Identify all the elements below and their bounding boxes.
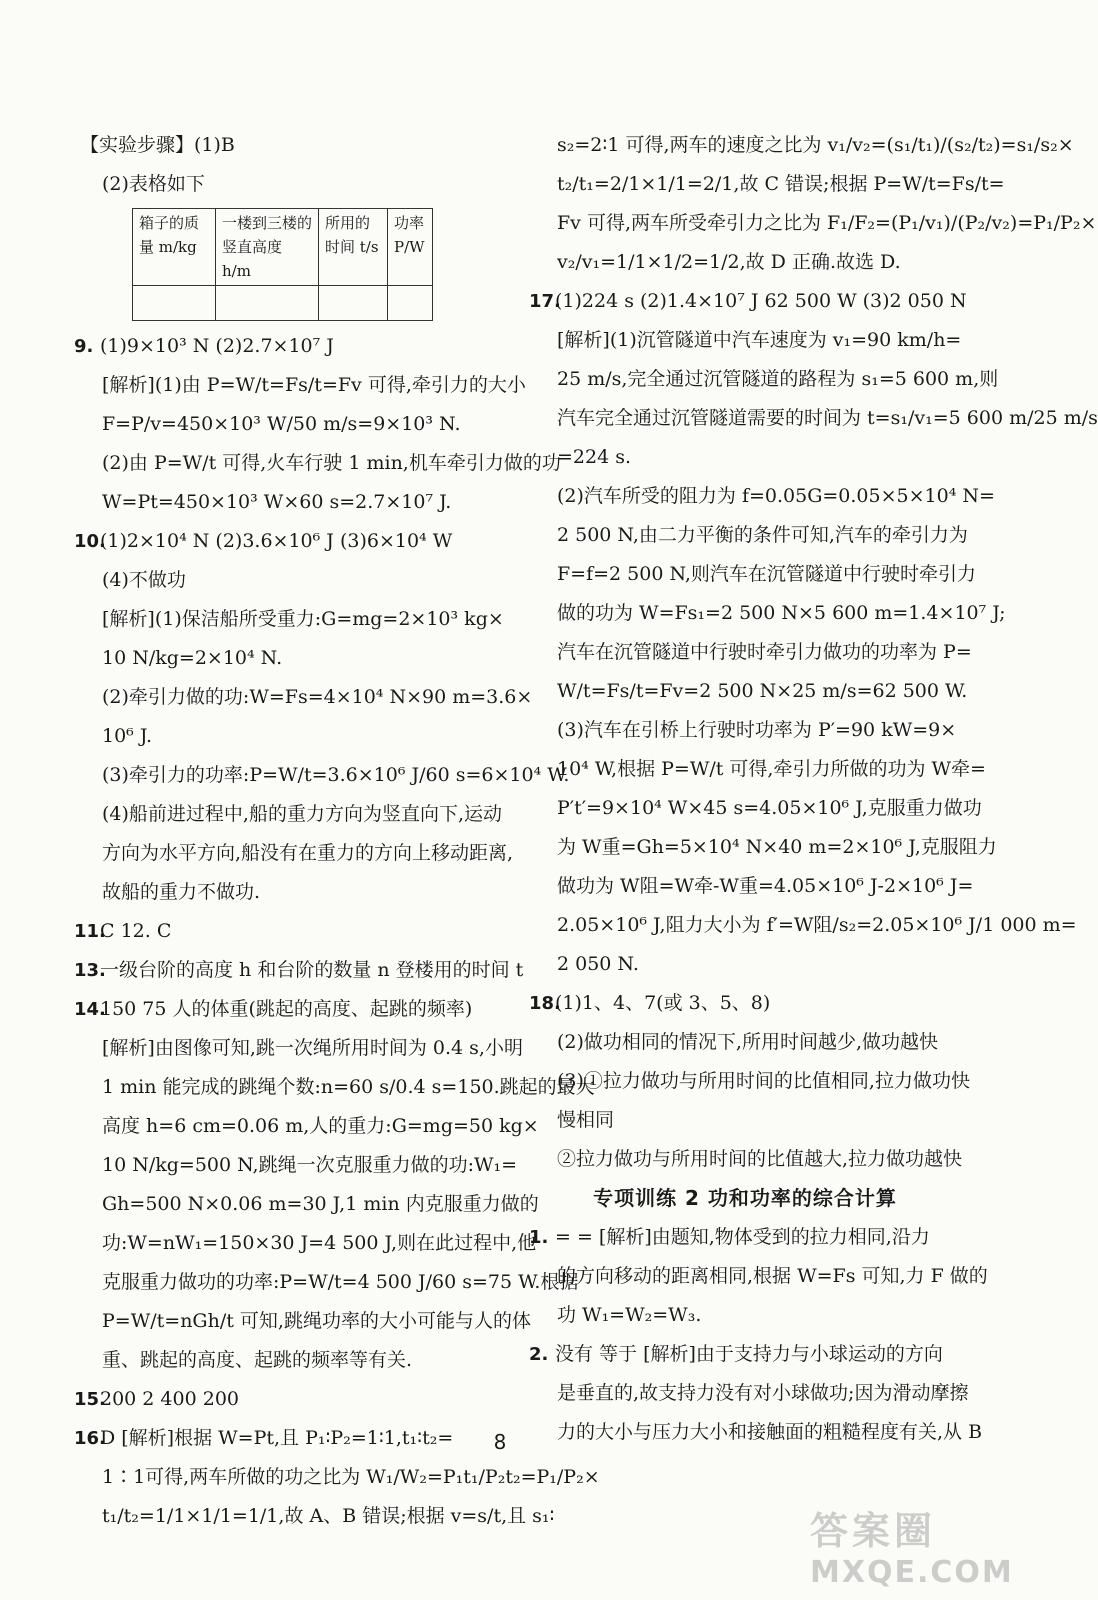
table-cell: [133, 286, 216, 321]
answer-text: ②拉力做功与所用时间的比值越大,拉力做功越快: [557, 1148, 963, 1170]
answer-line: [80, 639, 510, 678]
answer-text: (2)由 P=W/t 可得,火车行驶 1 min,机车牵引力做的功: [102, 452, 561, 474]
question-number: 11.: [74, 921, 106, 942]
answer-line: [535, 594, 1006, 633]
answer-text: 汽车在沉管隧道中行驶时牵引力做功的功率为 P=: [557, 641, 972, 663]
answer-line: [80, 483, 510, 522]
answer-text: 没有 等于 [解析]由于支持力与小球运动的方向: [555, 1343, 943, 1365]
answer-text: (1)9×10³ N (2)2.7×10⁷ J: [100, 335, 334, 357]
answer-line: [80, 1185, 539, 1224]
answer-line: [80, 1458, 600, 1497]
table-header-cell: 箱子的质量 m/kg: [133, 209, 216, 286]
answer-text: (1)2×10⁴ N (2)3.6×10⁶ J (3)6×10⁴ W: [100, 530, 453, 552]
data-table: [132, 208, 433, 321]
table-cell: [319, 286, 388, 321]
answer-text: v₂/v₁=1/1×1/2=1/2,故 D 正确.故选 D.: [557, 251, 901, 273]
right-answer-list: [529, 126, 1098, 1179]
table-cell: [216, 286, 319, 321]
answer-text: =224 s.: [557, 446, 632, 468]
answer-line: [535, 1023, 955, 1062]
answer-text: Gh=500 N×0.06 m=30 J,1 min 内克服重力做的: [102, 1193, 539, 1215]
answer-line: [80, 366, 526, 405]
answer-line: [529, 1218, 955, 1257]
right-column: [529, 126, 1098, 1452]
answer-line: [535, 867, 974, 906]
answer-text: 为 W重=Gh=5×10⁴ N×40 m=2×10⁶ J,克服阻力: [557, 836, 997, 858]
answer-line: [80, 1068, 595, 1107]
answer-text: 150 75 人的体重(跳起的高度、起跳的频率): [100, 998, 473, 1020]
answer-line: [80, 1224, 537, 1263]
answer-line: [535, 828, 997, 867]
question-number: 14.: [74, 999, 106, 1020]
answer-line: [74, 522, 510, 561]
table-header-cell: 一楼到三楼的竖直高度 h/m: [216, 209, 319, 286]
answer-text: 2 050 N.: [557, 953, 639, 975]
answer-line: [529, 1335, 955, 1374]
table-header-cell: 功率 P/W: [388, 209, 433, 286]
answer-text: [解析](1)保洁船所受重力:G=mg=2×10³ kg×: [102, 608, 504, 630]
answer-line: [80, 600, 510, 639]
answer-text: 1 min 能完成的跳绳个数:n=60 s/0.4 s=150.跳起的最大: [102, 1076, 595, 1098]
question-number: 13.: [74, 960, 106, 981]
answer-line: [535, 321, 962, 360]
watermark-url: MXQE.COM: [810, 1555, 1014, 1590]
answer-text: 力的大小与压力大小和接触面的粗糙程度有关,从 B: [557, 1421, 983, 1443]
answer-line: [74, 951, 524, 990]
answer-text: = = [解析]由题知,物体受到的拉力相同,沿力: [555, 1226, 930, 1248]
answer-line: [535, 750, 986, 789]
answer-line: [535, 438, 955, 477]
answer-text: 重、跳起的高度、起跳的频率等有关.: [102, 1349, 413, 1371]
table-header-row: [133, 209, 433, 286]
answer-text: Fv 可得,两车所受牵引力之比为 F₁/F₂=(P₁/v₁)/(P₂/v₂)=P₁/P₂×: [557, 212, 1097, 234]
answer-text: 10⁴ W,根据 P=W/t 可得,牵引力所做的功为 W牵=: [557, 758, 986, 780]
answer-line: [535, 1257, 988, 1296]
answer-text: (1)224 s (2)1.4×10⁷ J 62 500 W (3)2 050 N: [555, 290, 967, 312]
answer-text: 2 500 N,由二力平衡的条件可知,汽车的牵引力为: [557, 524, 968, 546]
answer-line: [80, 795, 510, 834]
question-number: 18.: [529, 993, 561, 1014]
answer-text: 2.05×10⁶ J,阻力大小为 f′=W阻/s₂=2.05×10⁶ J/1 000 m=: [557, 914, 1077, 936]
answer-line: [80, 405, 510, 444]
answer-line: [80, 1497, 555, 1536]
answer-text: 克服重力做功的功率:P=W/t=4 500 J/60 s=75 W.根据: [102, 1271, 579, 1293]
answer-text: (3)牵引力的功率:P=W/t=3.6×10⁶ J/60 s=6×10⁴ W.: [102, 764, 570, 786]
answer-text: P=W/t=nGh/t 可知,跳绳功率的大小可能与人的体: [102, 1310, 531, 1332]
answer-line: [535, 243, 955, 282]
page-number: 8: [493, 1430, 507, 1454]
answer-text: t₁/t₂=1/1×1/1=1/1,故 A、B 错误;根据 v=s/t,且 s₁∶: [102, 1505, 555, 1527]
answer-line: [535, 1374, 969, 1413]
answer-line: [535, 672, 968, 711]
watermark-logo-text: 答案圈: [810, 1509, 937, 1553]
answer-text: (2)牵引力做的功:W=Fs=4×10⁴ N×90 m=3.6×: [102, 686, 533, 708]
question-number: 2.: [529, 1344, 549, 1365]
question-number: 1.: [529, 1227, 549, 1248]
answer-text: 10⁶ J.: [102, 725, 153, 747]
answer-line: [80, 1146, 518, 1185]
question-number: 17.: [529, 291, 561, 312]
answer-line: [535, 1140, 963, 1179]
answer-text: F=f=2 500 N,则汽车在沉管隧道中行驶时牵引力: [557, 563, 976, 585]
answer-text: 200 2 400 200: [100, 1388, 240, 1410]
answer-text: 10 N/kg=2×10⁴ N.: [102, 647, 283, 669]
answer-line: [535, 789, 982, 828]
answer-line: [74, 327, 510, 366]
answer-text: F=P/v=450×10³ W/50 m/s=9×10³ N.: [102, 413, 461, 435]
answer-text: C 12. C: [100, 920, 172, 942]
experiment-steps-line: 【实验步骤】(1)B: [80, 134, 235, 156]
answer-text: (3)汽车在引桥上行驶时功率为 P′=90 kW=9×: [557, 719, 957, 741]
answer-text: t₂/t₁=2/1×1/1=2/1,故 C 错误;根据 P=W/t=Fs/t=: [557, 173, 1005, 195]
answer-text: 功:W=nW₁=150×30 J=4 500 J,则在此过程中,他: [102, 1232, 537, 1254]
answer-text: P′t′=9×10⁴ W×45 s=4.05×10⁶ J,克服重力做功: [557, 797, 982, 819]
answer-line: [80, 873, 510, 912]
answer-line: [80, 678, 533, 717]
answer-line: [535, 516, 968, 555]
answer-text: 方向为水平方向,船没有在重力的方向上移动距离,: [102, 842, 514, 864]
answer-text: 做功为 W阻=W牵-W重=4.05×10⁶ J-2×10⁶ J=: [557, 875, 974, 897]
answer-text: 慢相同: [557, 1109, 615, 1131]
table-cell: [388, 286, 433, 321]
answer-line: [535, 165, 1005, 204]
answer-line: [535, 1296, 955, 1335]
watermark-logo: [810, 1500, 1014, 1590]
answer-line: [535, 126, 1074, 165]
answer-line: [80, 1302, 531, 1341]
answer-line: [80, 1107, 539, 1146]
answer-text: s₂=2∶1 可得,两车的速度之比为 v₁/v₂=(s₁/t₁)/(s₂/t₂)=s₁/s₂×: [557, 134, 1074, 156]
answer-line: [74, 1380, 510, 1419]
table-intro-line: (2)表格如下: [102, 173, 205, 195]
answer-text: [解析]由图像可知,跳一次绳所用时间为 0.4 s,小明: [102, 1037, 523, 1059]
answer-line: [535, 945, 955, 984]
answer-text: (4)不做功: [102, 569, 186, 591]
answer-text: (2)汽车所受的阻力为 f=0.05G=0.05×5×10⁴ N=: [557, 485, 995, 507]
answer-line: [535, 204, 1097, 243]
answer-line: [535, 1101, 955, 1140]
answer-line: [80, 834, 514, 873]
answer-line: [535, 711, 955, 750]
answer-line: [535, 555, 976, 594]
question-number: 9.: [74, 336, 94, 357]
answer-text: 10 N/kg=500 N,跳绳一次克服重力做的功:W₁=: [102, 1154, 518, 1176]
answer-text: (1)1、4、7(或 3、5、8): [555, 992, 771, 1014]
answer-text: W/t=Fs/t=Fv=2 500 N×25 m/s=62 500 W.: [557, 680, 968, 702]
answer-line: [80, 1341, 510, 1380]
answer-line: [80, 1263, 579, 1302]
answer-line: [74, 990, 510, 1029]
answer-line: [80, 561, 510, 600]
answer-line: [535, 399, 1098, 438]
answer-text: (4)船前进过程中,船的重力方向为竖直向下,运动: [102, 803, 502, 825]
answer-text: 的方向移动的距离相同,根据 W=Fs 可知,力 F 做的: [557, 1265, 988, 1287]
answer-line: [74, 912, 510, 951]
answer-line: [80, 1029, 523, 1068]
answer-line: [535, 906, 1077, 945]
question-number: 16.: [74, 1428, 106, 1449]
answer-text: (2)做功相同的情况下,所用时间越少,做功越快: [557, 1031, 938, 1053]
answer-text: 汽车完全通过沉管隧道需要的时间为 t=s₁/v₁=5 600 m/25 m/s: [557, 407, 1098, 429]
section-title: 专项训练 2 功和功率的综合计算: [593, 1186, 897, 1210]
table-row: [133, 286, 433, 321]
answer-line: [80, 756, 570, 795]
answer-line: [529, 984, 955, 1023]
answer-line: [529, 282, 967, 321]
answer-text: [解析](1)沉管隧道中汽车速度为 v₁=90 km/h=: [557, 329, 962, 351]
answer-line: [80, 444, 561, 483]
question-number: 10.: [74, 531, 106, 552]
answer-line: [535, 360, 999, 399]
answer-text: D [解析]根据 W=Pt,且 P₁∶P₂=1∶1,t₁∶t₂=: [100, 1427, 454, 1449]
answer-text: 高度 h=6 cm=0.06 m,人的重力:G=mg=50 kg×: [102, 1115, 539, 1137]
answer-text: 25 m/s,完全通过沉管隧道的路程为 s₁=5 600 m,则: [557, 368, 999, 390]
answer-text: 一级台阶的高度 h 和台阶的数量 n 登楼用的时间 t: [100, 959, 524, 981]
answer-line: [80, 717, 510, 756]
table-header-cell: 所用的时间 t/s: [319, 209, 388, 286]
answer-text: 是垂直的,故支持力没有对小球做功;因为滑动摩擦: [557, 1382, 969, 1404]
answer-text: 故船的重力不做功.: [102, 881, 261, 903]
answer-text: W=Pt=450×10³ W×60 s=2.7×10⁷ J.: [102, 491, 452, 513]
answer-text: 功 W₁=W₂=W₃.: [557, 1304, 702, 1326]
answer-text: 做的功为 W=Fs₁=2 500 N×5 600 m=1.4×10⁷ J;: [557, 602, 1006, 624]
answer-line: [535, 477, 995, 516]
answer-text: [解析](1)由 P=W/t=Fs/t=Fv 可得,牵引力的大小: [102, 374, 526, 396]
answer-line: [535, 633, 972, 672]
section-answer-list: [529, 1218, 988, 1452]
answer-line: [535, 1062, 970, 1101]
answer-text: 1∶1可得,两车所做的功之比为 W₁/W₂=P₁t₁/P₂t₂=P₁/P₂×: [102, 1466, 600, 1488]
answer-text: (3)①拉力做功与所用时间的比值相同,拉力做功快: [557, 1070, 970, 1092]
question-number: 15.: [74, 1389, 106, 1410]
